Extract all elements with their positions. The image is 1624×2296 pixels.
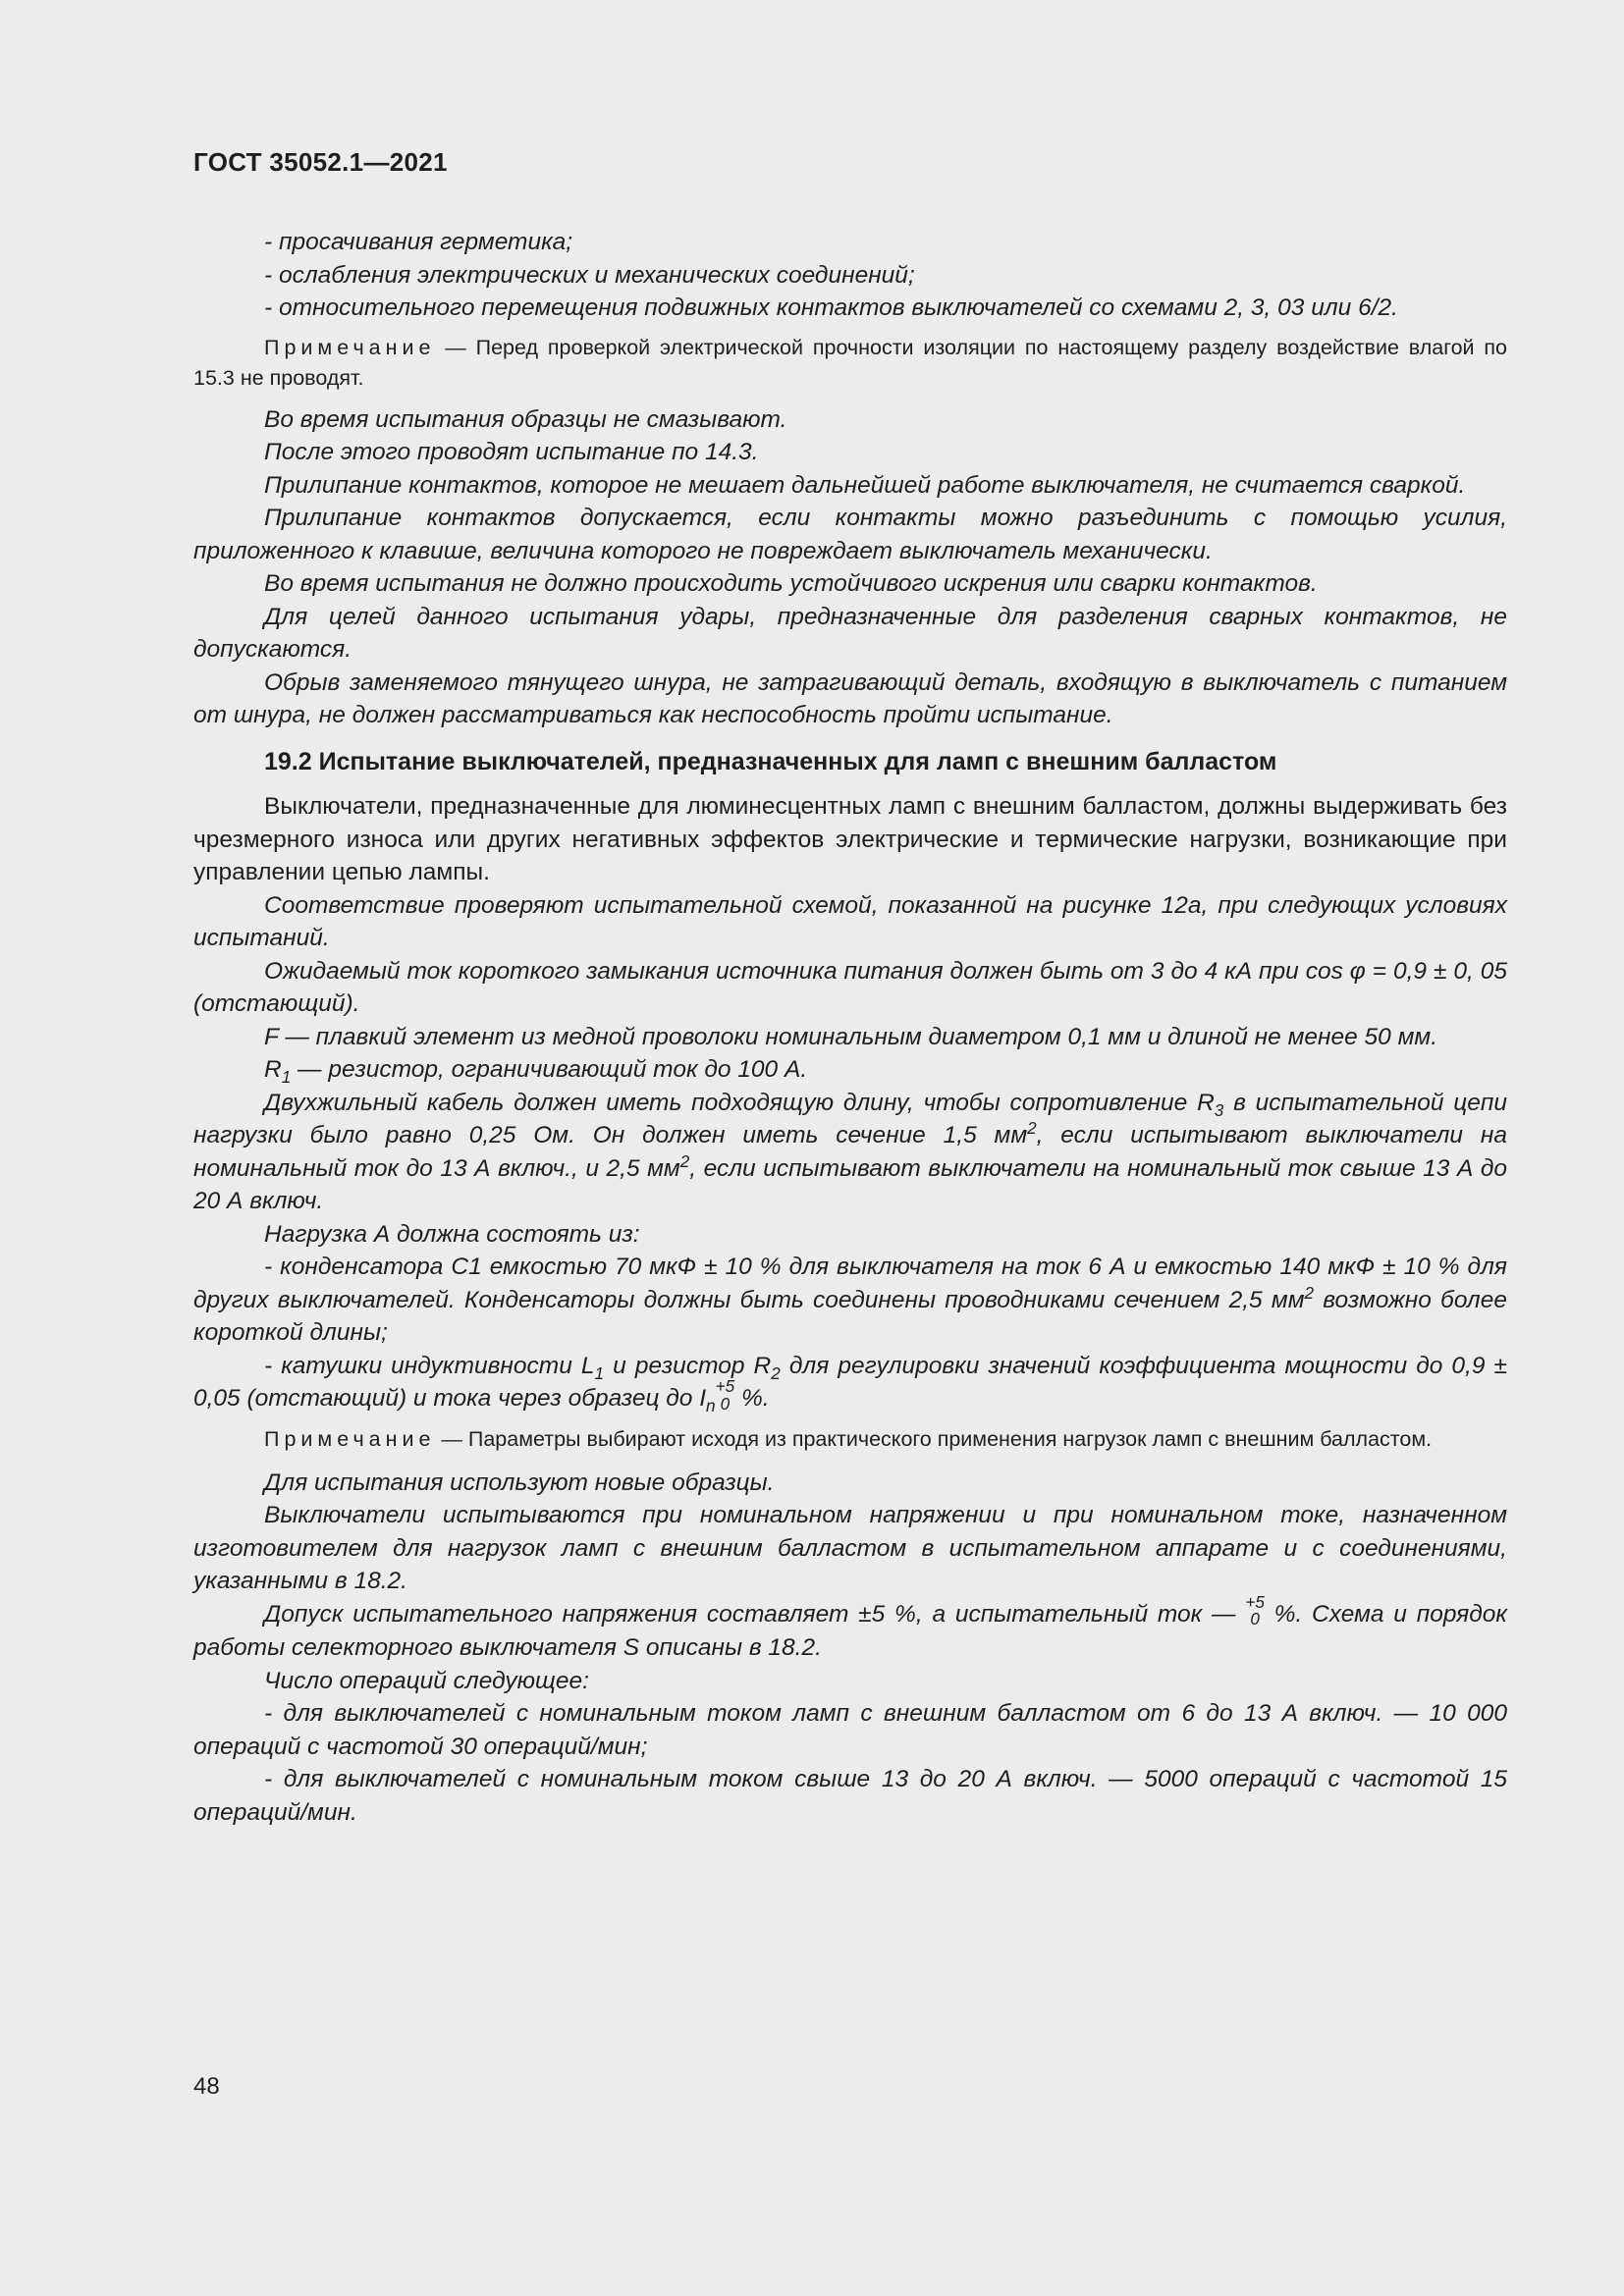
paragraph: Выключатели испытываются при номинальном напряжении и при номинальном токе, назначенном изготовителем для нагрузок ламп с внешним балластом в испытательном аппарате и с соединениями, указанными в 18.2.	[193, 1502, 1507, 1595]
paragraph: Нагрузка А должна состоять из:	[264, 1220, 640, 1248]
superscript: 2	[679, 1150, 690, 1171]
subscript: 1	[281, 1066, 292, 1087]
paragraph: - ослабления электрических и механических соединений;	[264, 261, 915, 289]
page-number: 48	[193, 2073, 220, 2100]
note-label: Примечание	[264, 335, 436, 359]
paragraph: - для выключателей с номинальным током свыше 13 до 20 А включ. — 5000 операций с частотой 15 операций/мин.	[193, 1766, 1507, 1826]
paragraph: Во время испытания не должно происходить устойчивого искрения или сварки контактов.	[264, 570, 1318, 597]
text-run: для регулировки значений коэффициента мощности до 0,9 ± 0,05 (отстающий) и тока через образец до I	[193, 1352, 1507, 1412]
text-run: Допуск испытательного напряжения составляет ±5 %, а испытательный ток —	[264, 1600, 1246, 1628]
subscript: n	[706, 1395, 716, 1415]
text-run: Двухжильный кабель должен иметь подходящую длину, чтобы сопротивление R	[264, 1089, 1215, 1116]
paragraph: После этого проводят испытание по 14.3.	[264, 439, 759, 465]
text-run: %.	[734, 1385, 770, 1412]
paragraph: Соответствие проверяют испытательной схемой, показанной на рисунке 12а, при следующих условиях испытаний.	[193, 891, 1507, 951]
section-heading: 19.2 Испытание выключателей, предназначенных для ламп с внешним балластом	[264, 747, 1277, 775]
text-run: — резистор, ограничивающий ток до 100 А.	[291, 1056, 808, 1083]
document-header: ГОСТ 35052.1—2021	[193, 147, 448, 177]
superscript: 2	[1027, 1117, 1037, 1138]
paragraph: F — плавкий элемент из медной проволоки номинальным диаметром 0,1 мм и длиной не менее 50 мм.	[264, 1023, 1437, 1050]
text-run: - конденсатора С1 емкостью 70 мкФ ± 10 % для выключателя на ток 6 А и емкостью 140 мкФ ± 10 % для других выключателей. Конденсаторы должны быть соединены проводниками сечением 2,5 мм	[193, 1254, 1507, 1313]
paragraph: Во время испытания образцы не смазывают.	[264, 405, 787, 433]
paragraph	[193, 1592, 1507, 1665]
paragraph: - для выключателей с номинальным током ламп с внешним балластом от 6 до 13 А включ. — 10 000 операций с частотой 30 операций/мин;	[193, 1700, 1507, 1760]
paragraph: Число операций следующее:	[264, 1667, 589, 1694]
tolerance	[716, 1378, 735, 1412]
tolerance-upper: +5	[715, 1376, 735, 1397]
note	[193, 1424, 1507, 1455]
text-run: %. Схема и порядок работы селекторного выключателя S описаны в 18.2.	[193, 1600, 1507, 1662]
tolerance-lower: 0	[1250, 1609, 1260, 1629]
paragraph: Для целей данного испытания удары, предназначенные для разделения сварных контактов, не допускаются.	[193, 603, 1507, 663]
subscript: 2	[771, 1362, 781, 1383]
subscript: 3	[1214, 1099, 1224, 1120]
paragraph	[193, 1350, 1507, 1416]
paragraph: - просачивания герметика;	[264, 229, 573, 255]
paragraph	[193, 1087, 1507, 1218]
text-run: и резистор R	[604, 1352, 772, 1379]
paragraph: Ожидаемый ток короткого замыкания источника питания должен быть от 3 до 4 кА при cos φ = 0,9 ± 0, 05 (отстающий).	[193, 957, 1507, 1017]
paragraph: Прилипание контактов допускается, если контакты можно разъединить с помощью усилия, приложенного к клавише, величина которого не повреждает выключатель механически.	[193, 505, 1507, 564]
text-run: , если испытывают выключатели на номинальный ток до 13 А включ., и 2,5 мм	[193, 1122, 1507, 1182]
paragraph: Прилипание контактов, которое не мешает дальнейшей работе выключателя, не считается сваркой.	[264, 471, 1466, 499]
paragraph: - относительного перемещения подвижных контактов выключателей со схемами 2, 3, 03 или 6/2.	[264, 294, 1398, 321]
tolerance-lower: 0	[720, 1393, 731, 1414]
note-text: — Параметры выбирают исходя из практического применения нагрузок ламп с внешним балластом.	[435, 1426, 1433, 1451]
text-run: возможно более короткой длины;	[193, 1286, 1507, 1346]
superscript: 2	[1304, 1282, 1315, 1303]
paragraph	[193, 1251, 1507, 1350]
paragraph: Выключатели, предназначенные для люминесцентных ламп с внешним балластом, должны выдерживать без чрезмерного износа или других негативных эффектов электрические и термические нагрузки, возникающие при управлении цепью лампы.	[193, 793, 1507, 885]
note	[193, 333, 1507, 394]
text-run: R	[264, 1056, 282, 1083]
paragraph: Для испытания используют новые образцы.	[264, 1468, 775, 1496]
note-text: — Перед проверкой электрической прочности изоляции по настоящему разделу воздействие влагой по 15.3 не проводят.	[193, 335, 1507, 390]
paragraph	[193, 1053, 1507, 1087]
tolerance	[1245, 1594, 1265, 1628]
text-run: в испытательной цепи нагрузки было равно 0,25 Ом. Он должен иметь сечение 1,5 мм	[193, 1089, 1507, 1148]
note-label: Примечание	[264, 1426, 436, 1451]
text-run: - катушки индуктивности L	[264, 1352, 595, 1379]
subscript: 1	[594, 1362, 605, 1383]
paragraph: Обрыв заменяемого тянущего шнура, не затрагивающий деталь, входящую в выключатель с питанием от шнура, не должен рассматриваться как неспособность пройти испытание.	[193, 668, 1507, 728]
text-run: , если испытывают выключатели на номинальный ток свыше 13 А до 20 А включ.	[193, 1154, 1508, 1214]
tolerance-upper: +5	[1245, 1592, 1265, 1613]
document-body	[193, 226, 1507, 1829]
